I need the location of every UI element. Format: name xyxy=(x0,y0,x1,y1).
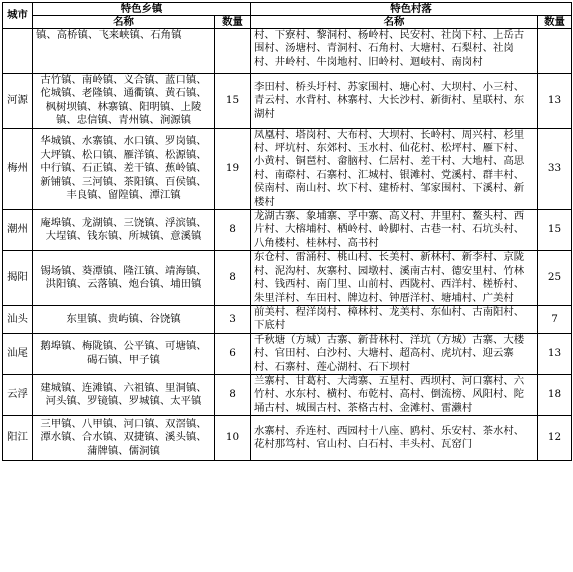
table-row xyxy=(3,416,572,461)
table-row xyxy=(3,74,572,129)
village-count-cell xyxy=(538,29,572,74)
village-count-header: 数量 xyxy=(538,16,572,29)
towns-cell: 华城镇、水寨镇、水口镇、罗岗镇、大坪镇、松口镇、雁洋镇、松源镇、中行镇、石正镇、差干镇、蕉岭镇、新铺镇、三河镇、茶阳镇、百侯镇、丰良镇、留隍镇、潭江镇 xyxy=(33,128,215,209)
village-count-cell: 18 xyxy=(538,374,572,415)
table-row xyxy=(3,333,572,374)
city-cell: 河源 xyxy=(3,74,33,129)
town-count-cell: 8 xyxy=(215,210,251,251)
villages-cell: 水寨村、乔连村、西园村十八座、鸥村、乐安村、茶水村、花村那笃村、官山村、白石村、丰头村、瓦窑门 xyxy=(251,416,538,461)
village-count-cell: 25 xyxy=(538,251,572,306)
table-row xyxy=(3,128,572,209)
city-cell: 阳江 xyxy=(3,416,33,461)
village-count-cell: 15 xyxy=(538,210,572,251)
town-count-cell: 15 xyxy=(215,74,251,129)
village-count-cell: 13 xyxy=(538,74,572,129)
city-cell: 揭阳 xyxy=(3,251,33,306)
towns-cell: 镇、高桥镇、飞来峡镇、石角镇 xyxy=(33,29,215,74)
village-count-cell: 13 xyxy=(538,333,572,374)
town-count-cell: 8 xyxy=(215,251,251,306)
towns-cell: 锡场镇、葵潭镇、隆江镇、靖海镇、洪阳镇、云落镇、炮台镇、埔田镇 xyxy=(33,251,215,306)
towns-cell: 三甲镇、八甲镇、河口镇、双滘镇、潭水镇、合水镇、双捷镇、溪头镇、蒲牌镇、儒洞镇 xyxy=(33,416,215,461)
towns-cell: 东里镇、贵屿镇、谷饶镇 xyxy=(33,305,215,333)
town-count-cell: 8 xyxy=(215,374,251,415)
town-count-header: 数量 xyxy=(215,16,251,29)
city-header: 城市 xyxy=(3,3,33,29)
villages-cell: 龙湖古寨、象埔寨、孚中寨、高义村、井里村、鳌头村、西片村、大榕埔村、栖岭村、岭脚村、古巷一村、石坑头村、八角楼村、桂林村、高书村 xyxy=(251,210,538,251)
table-row xyxy=(3,210,572,251)
town-count-cell: 19 xyxy=(215,128,251,209)
city-cell: 潮州 xyxy=(3,210,33,251)
table-row xyxy=(3,374,572,415)
town-count-cell xyxy=(215,29,251,74)
table-row xyxy=(3,29,572,74)
villages-cell: 李田村、桥头圩村、苏家围村、塘心村、大坝村、小三村、青云村、水背村、林寨村、大长沙村、新街村、星联村、东湖村 xyxy=(251,74,538,129)
villages-cell: 村、下寮村、黎洞村、杨岭村、民安村、社岗下村、上岳古围村、汤塘村、青洞村、石角村、大塘村、石梨村、社岗村、井岭村、牛岗地村、旧岭村、迴岐村、南岗村 xyxy=(251,29,538,74)
villages-cell: 东仓村、雷涌村、桃山村、长美村、新林村、新李村、京陇村、泥沟村、灰寨村、园墩村、溪南古村、德安里村、竹林村、钱西村、南门里、山前村、西陇村、西洋村、槎桥村、朱里洋村、车田村、牌边村、钟厝洋村、塘埔村、广美村 xyxy=(251,251,538,306)
villages-cell: 凤凰村、塔岗村、大布村、大坝村、长岭村、周兴村、杉里村、坪坑村、东郊村、玉水村、仙花村、松坪村、雁下村、小黄村、铜琶村、畲脑村、仁居村、差干村、大地村、高思村、南磜村、石寨村、汇城村、银滩村、党溪村、群丰村、侯南村、南山村、坎下村、建桥村、邹家围村、下溪村、新楼村 xyxy=(251,128,538,209)
towns-cell: 鹅埠镇、梅陇镇、公平镇、可塘镇、碣石镇、甲子镇 xyxy=(33,333,215,374)
villages-group-header: 特色村落 xyxy=(251,3,572,16)
village-count-cell: 33 xyxy=(538,128,572,209)
featured-towns-villages-table xyxy=(2,2,572,461)
town-count-cell: 10 xyxy=(215,416,251,461)
town-count-cell: 3 xyxy=(215,305,251,333)
table-row xyxy=(3,251,572,306)
city-cell: 汕头 xyxy=(3,305,33,333)
table-row xyxy=(3,305,572,333)
towns-cell: 庵埠镇、龙湖镇、三饶镇、浮滨镇、大埕镇、钱东镇、所城镇、意溪镇 xyxy=(33,210,215,251)
city-cell: 云浮 xyxy=(3,374,33,415)
towns-cell: 建城镇、连滩镇、六祖镇、里洞镇、河头镇、罗镜镇、罗城镇、太平镇 xyxy=(33,374,215,415)
towns-group-header: 特色乡镇 xyxy=(33,3,251,16)
city-cell xyxy=(3,29,33,74)
town-count-cell: 6 xyxy=(215,333,251,374)
city-cell: 汕尾 xyxy=(3,333,33,374)
villages-cell: 千秋塘（方城）古寨、新昔林村、洋坑（方城）古寨、大楼村、官田村、白沙村、大塘村、超高村、虎坑村、迎云寨村、石寨村、莲心湖村、石下坝村 xyxy=(251,333,538,374)
town-name-header: 名称 xyxy=(33,16,215,29)
villages-cell: 前美村、程洋岗村、樟林村、龙美村、东仙村、古南阳村、下底村 xyxy=(251,305,538,333)
towns-cell: 古竹镇、南岭镇、义合镇、蓝口镇、佗城镇、老隆镇、通衢镇、黄石镇、枫树坝镇、林寨镇、阳明镇、上陵镇、忠信镇、青州镇、涧源镇 xyxy=(33,74,215,129)
villages-cell: 兰寨村、甘葛村、大湾寨、五星村、西坝村、河口寨村、六竹村、水东村、横村、布乾村、高村、倒流榜、风阳村、陀埇古村、城围古村、茶格古村、金滩村、雷濑村 xyxy=(251,374,538,415)
village-name-header: 名称 xyxy=(251,16,538,29)
village-count-cell: 7 xyxy=(538,305,572,333)
village-count-cell: 12 xyxy=(538,416,572,461)
city-cell: 梅州 xyxy=(3,128,33,209)
